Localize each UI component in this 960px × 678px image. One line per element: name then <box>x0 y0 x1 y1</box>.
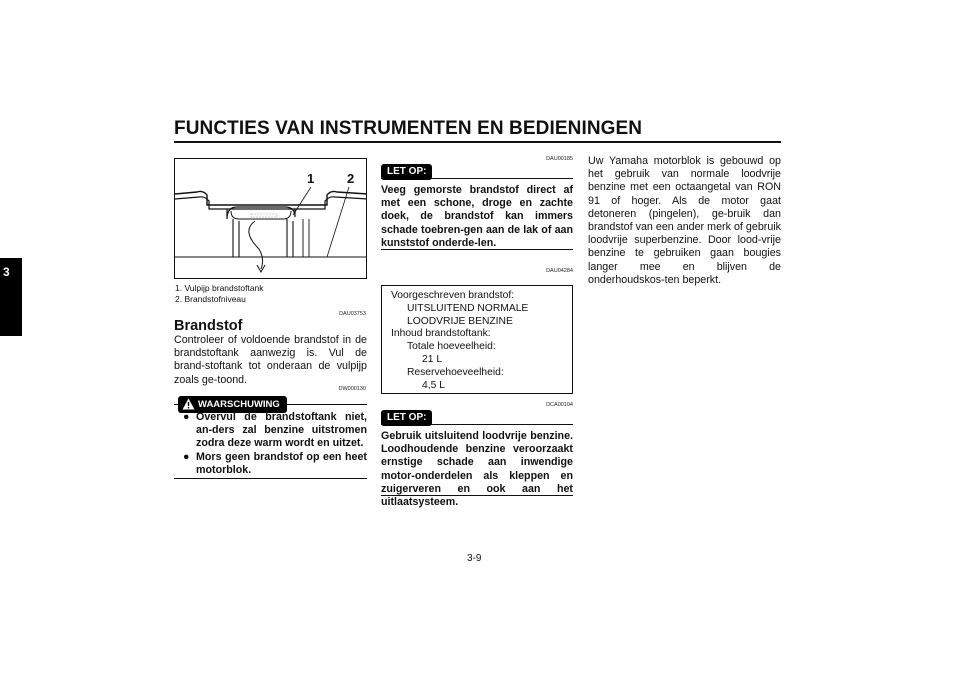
bullet-icon: ● <box>183 411 190 423</box>
figure-caption-2: 2. Brandstofniveau <box>175 294 246 304</box>
note2-badge: LET OP: <box>381 410 432 426</box>
spec-line: Voorgeschreven brandstof: <box>391 290 515 301</box>
warning-item-text: Mors geen brandstof op een heet motorblok. <box>196 450 367 476</box>
section-heading: Brandstof <box>174 318 243 334</box>
right-body: Uw Yamaha motorblok is gebouwd op het gebruik van normale loodvrije benzine met een octaangetal van RON 91 of hoger. Als de motor gaat detoneren (pingelen), ge-bruik dan brandstof van een ander merk of gebruik loodvrije superbenzine. Door lood-vrije benzine te gebruiken gaan bougies langer mee en blijven de onderhoudskos-ten beperkt. <box>588 155 781 286</box>
warning-label: WAARSCHUWING <box>198 399 280 410</box>
spec-line: Inhoud brandstoftank: <box>391 328 491 340</box>
spec-line: Reservehoeveelheid: <box>407 366 504 378</box>
callout-2: 2 <box>347 171 355 186</box>
note1-bottom-rule <box>381 249 573 250</box>
fuel-tank-figure <box>174 158 367 279</box>
warning-item-text: Overvul de brandstoftank niet, an-ders zal benzine uitstromen zodra deze warm wordt en uitzet. <box>196 411 367 450</box>
note1-badge: LET OP: <box>381 164 432 180</box>
spec-line: Totale hoeveelheid: <box>407 341 496 353</box>
note2-text: Gebruik uitsluitend loodvrije benzine. Loodhoudende benzine veroorzaakt ernstige schade aan inwendige motor-onderdelen als kleppen en zuigerveren en ook aan het uitlaatsysteem. <box>381 430 573 509</box>
warning-bottom-rule <box>174 478 367 479</box>
page-number: 3-9 <box>467 553 482 564</box>
warning-list <box>183 411 367 477</box>
spec-line: 21 L <box>422 353 443 365</box>
spec-code: DAU04284 <box>546 268 573 274</box>
section-body: Controleer of voldoende brandstof in de brandstoftank aanwezig is. Vul de brand-stoftank tot onderaan de vulpijp zoals ge-toond. <box>174 334 367 386</box>
section-code: DAU03753 <box>339 311 366 317</box>
warning-item <box>183 451 367 477</box>
warning-icon <box>182 398 195 410</box>
title-rule <box>174 141 781 143</box>
note1-text: Veeg gemorste brandstof direct af met een schone, droge en zachte doek, de brandstof kan immers schade toebren-gen aan de lak of aan kunststof onderde-len. <box>381 184 573 249</box>
spec-line: LOODVRIJE BENZINE <box>407 315 513 327</box>
chapter-number: 3 <box>3 265 10 279</box>
note1-code: DAU00185 <box>546 156 573 162</box>
note2-bottom-rule <box>381 495 573 496</box>
callout-1: 1 <box>307 171 315 186</box>
bullet-icon: ● <box>183 450 190 463</box>
page-title: FUNCTIES VAN INSTRUMENTEN EN BEDIENINGEN <box>174 118 643 139</box>
spec-line: 4,5 L <box>422 379 445 391</box>
note2-code: DCA00104 <box>546 402 573 408</box>
spec-line: UITSLUITEND NORMALE <box>407 302 529 314</box>
fuel-spec-box <box>381 285 573 394</box>
warning-item <box>183 411 367 451</box>
fuel-tank-illustration <box>175 159 367 279</box>
figure-caption-1: 1. Vulpijp brandstoftank <box>175 283 264 293</box>
warning-code: DW000130 <box>338 386 366 392</box>
